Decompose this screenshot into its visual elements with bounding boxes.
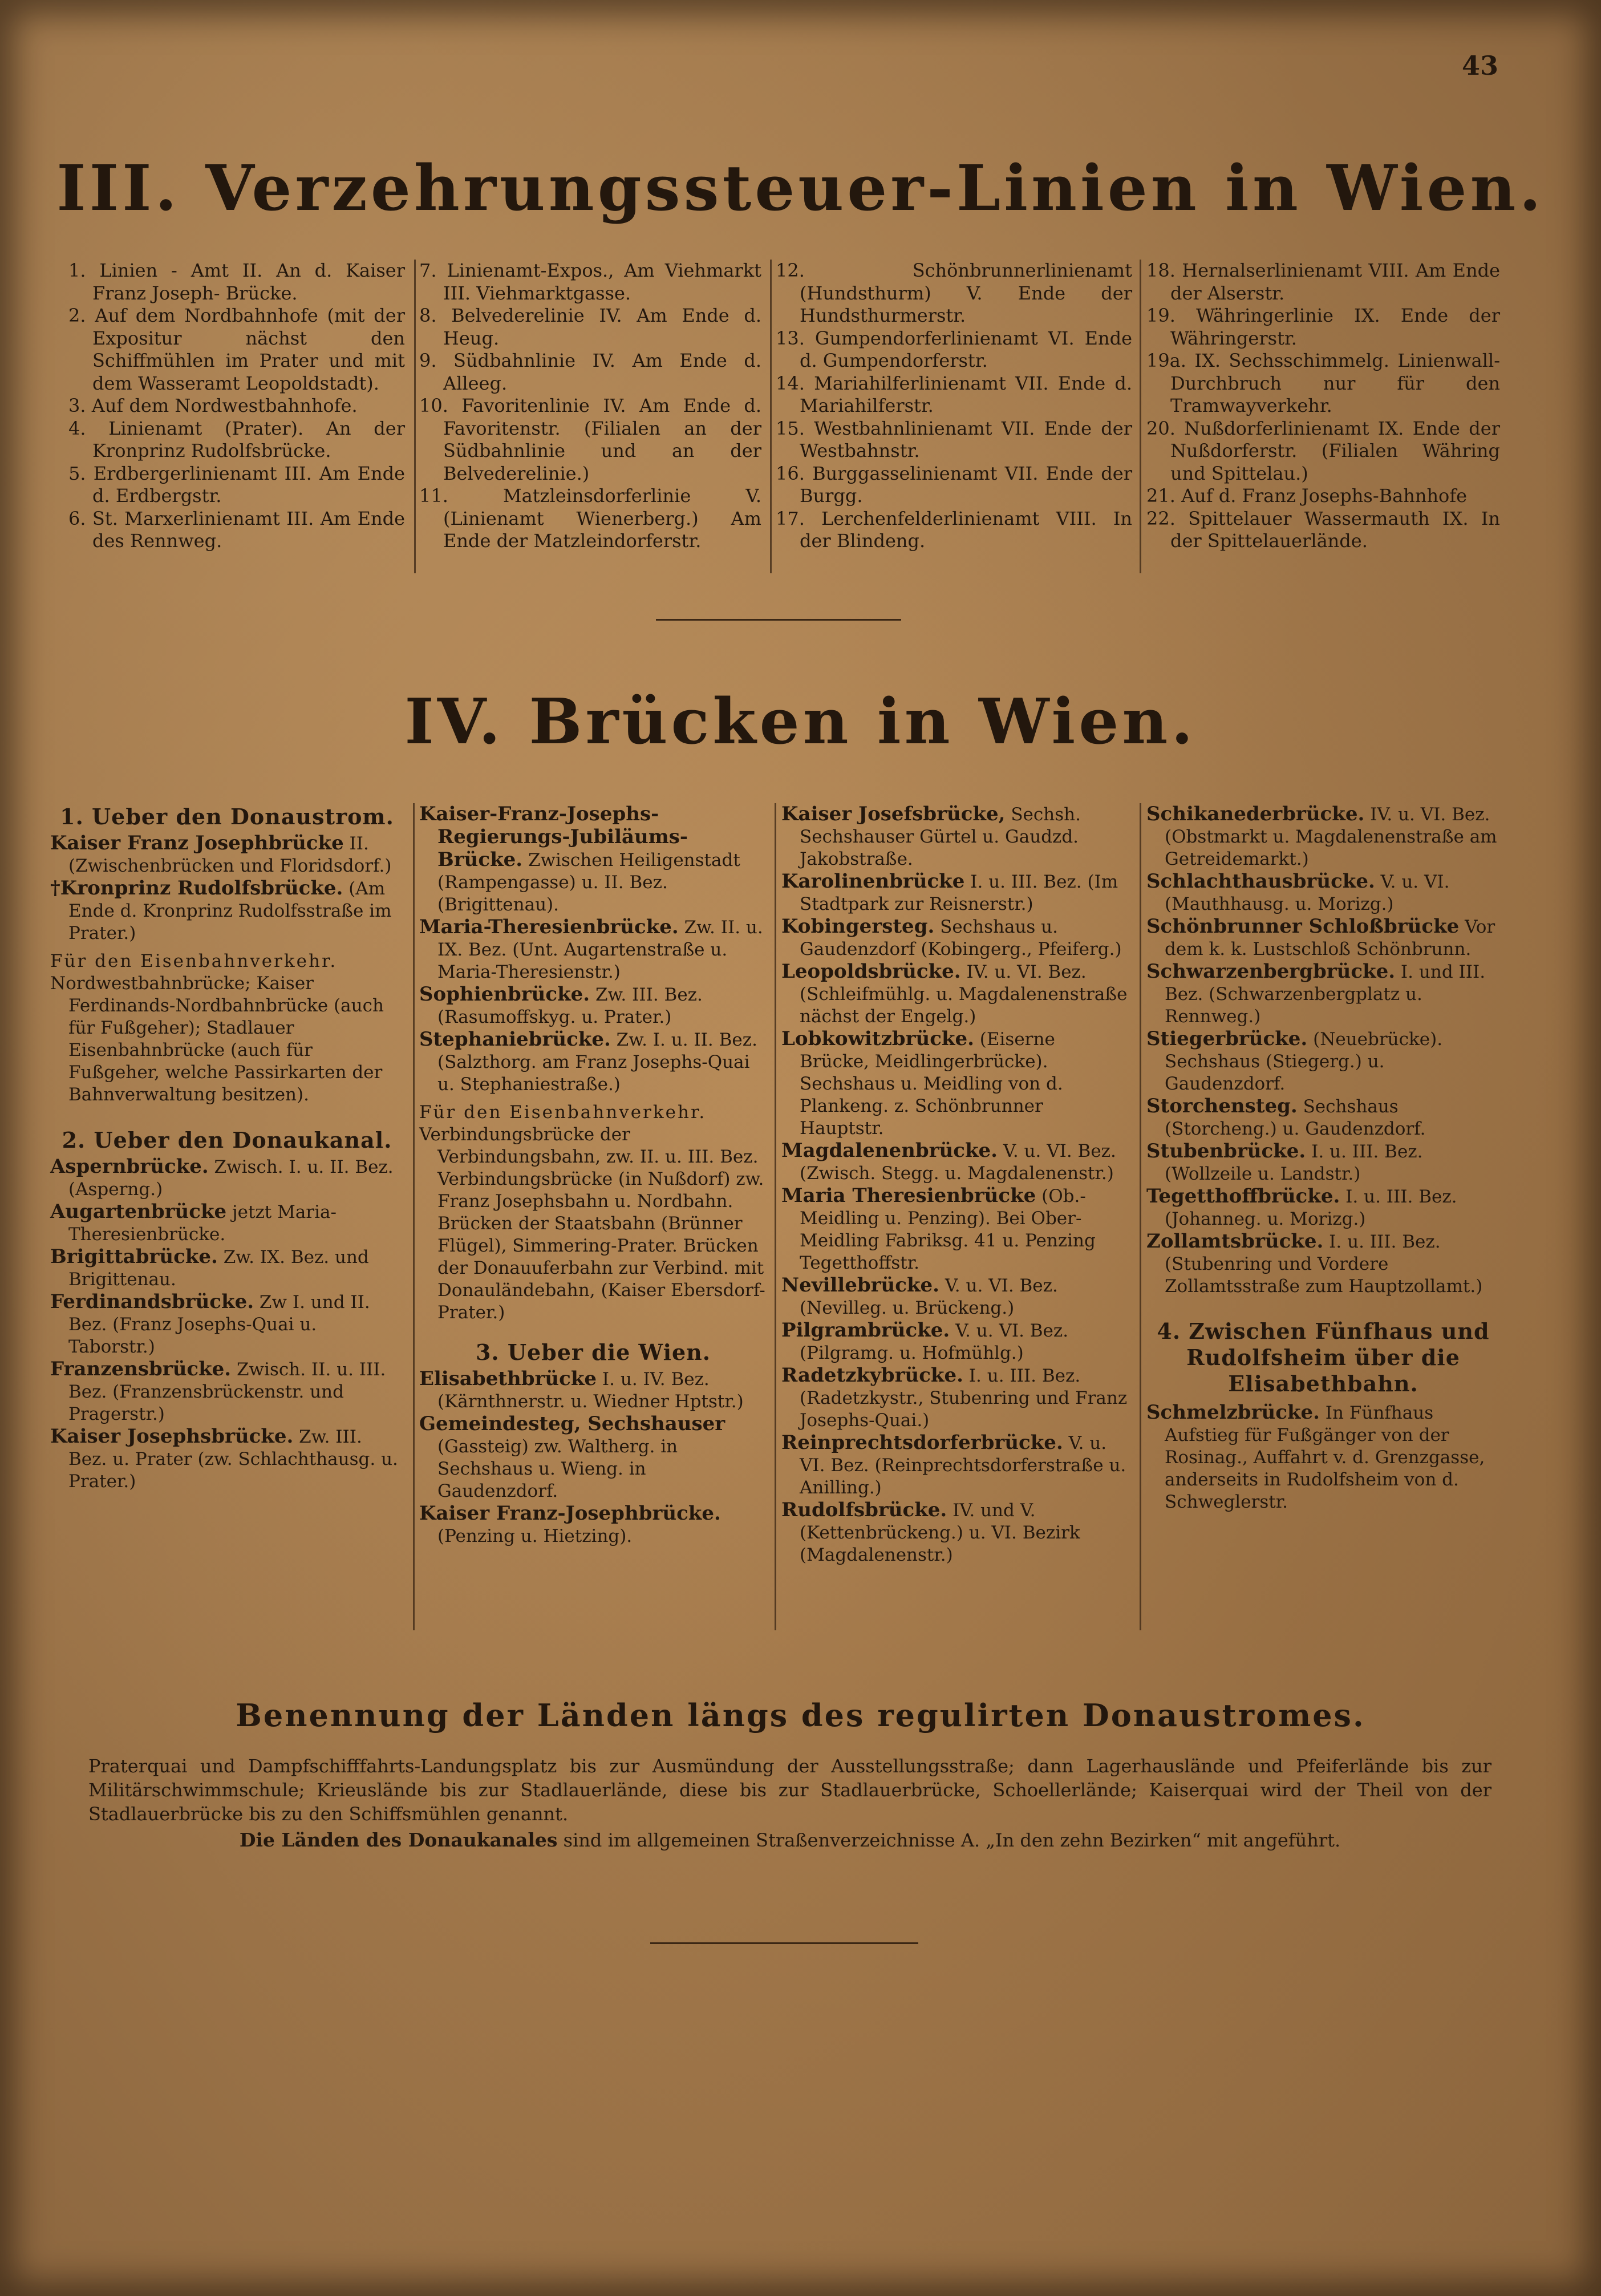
- bridge-entry: [781, 1028, 1129, 1140]
- tax-office-item: 18. Hernalserlinienamt VIII. Am Ende der Alserstr.: [1146, 260, 1500, 304]
- section-3-column-2: [419, 260, 761, 553]
- bridge-entry: [781, 1432, 1129, 1499]
- bridges-column-3: [781, 803, 1129, 1566]
- separator-rule: [656, 619, 901, 621]
- tax-office-item: 19a. IX. Sechsschimmelg. Linienwall-Durchbruch nur für den Tramwayverkehr.: [1146, 350, 1500, 416]
- bridge-name: Stephaniebrücke.: [419, 1028, 611, 1051]
- bridge-name: Sophienbrücke.: [419, 983, 590, 1006]
- bridge-entry: [1146, 1095, 1500, 1140]
- bridge-location: I. u. IV. Bez. (Kärnthnerstr. u. Wiedner Hptstr.): [437, 1369, 744, 1412]
- bridge-location: V. u. VI. Bez. (Pilgramg. u. Hofmühlg.): [800, 1321, 1069, 1363]
- tax-office-item: 11. Matzleinsdorferlinie V. (Linienamt Wienerberg.) Am Ende der Matzleindorferstr.: [419, 485, 761, 552]
- bridge-name: Maria Theresienbrücke: [781, 1184, 1036, 1207]
- tax-office-item: 5. Erdbergerlinienamt III. Am Ende d. Erdbergstr.: [68, 462, 405, 507]
- tax-office-item: 12. Schönbrunnerlinienamt (Hundsthurm) V. Ende der Hundsthurmerstr.: [776, 260, 1132, 326]
- tax-office-item: 15. Westbahnlinienamt VII. Ende der Westbahnstr.: [776, 417, 1132, 461]
- bridge-location: Zw. III. Bez. u. Prater (zw. Schlachthausg. u. Prater.): [68, 1427, 398, 1492]
- bridge-entry: [781, 870, 1129, 916]
- bridge-location: Sechshaus u. Gaudenzdorf (Kobingerg., Pfeiferg.): [800, 917, 1122, 959]
- bridge-name: Maria-Theresienbrücke.: [419, 916, 679, 938]
- tax-office-item: 17. Lerchenfelderlinienamt VIII. In der Blindeng.: [776, 507, 1132, 552]
- bridge-entry: [419, 1503, 767, 1548]
- bridge-location: Zw. III. Bez. (Rasumoffskyg. u. Prater.): [437, 985, 703, 1027]
- tax-office-item: 8. Belvederelinie IV. Am Ende d. Heug.: [419, 305, 761, 349]
- bridge-entry: [781, 1185, 1129, 1274]
- bridge-entry: [419, 1413, 767, 1503]
- tax-office-item: 22. Spittelauer Wassermauth IX. In der Spittelauerlände.: [1146, 507, 1500, 552]
- section-4-title: IV. Brücken in Wien.: [404, 685, 1197, 758]
- bridge-location: IV. u. VI. Bez. (Obstmarkt u. Magdalenenstraße am Getreidemarkt.): [1165, 804, 1497, 869]
- bridge-location: I. u. III. Bez. (Radetzkystr., Stubenring und Franz Josephs-Quai.): [800, 1366, 1128, 1431]
- section-3-column-1: [68, 260, 405, 553]
- bridge-entry: [1146, 1230, 1500, 1298]
- bridge-location: (Am Ende d. Kronprinz Rudolfsstraße im Prater.): [68, 878, 392, 943]
- rail-text: Nordwestbahnbrücke; Kaiser Ferdinands-Nordbahnbrücke (auch für Fußgeher); Stadlauer Eisenbahnbrücke (auch für Fußgeher, welche Passirkarten der Bahnverwaltung besitzen).: [50, 973, 384, 1105]
- bridge-entry: [781, 961, 1129, 1028]
- bridge-location: Zw. IX. Bez. und Brigittenau.: [68, 1247, 369, 1290]
- bridge-name: †Kronprinz Rudolfsbrücke.: [50, 877, 343, 900]
- bridge-entry: [419, 916, 767, 983]
- bridge-name: Karolinenbrücke: [781, 870, 965, 893]
- section-3-title: III. Verzehrungssteuer-Linien in Wien.: [56, 151, 1545, 225]
- bridges-column-1: [50, 803, 404, 1493]
- bridge-name: Leopoldsbrücke.: [781, 960, 961, 983]
- bridge-name: Elisabethbrücke: [419, 1367, 597, 1390]
- column-divider: [413, 803, 415, 1630]
- rail-heading: Für den Eisenbahnverkehr.: [50, 951, 338, 971]
- bridge-location: V. u. VI. Bez. (Zwisch. Stegg. u. Magdalenenstr.): [800, 1141, 1116, 1184]
- bridge-location: V. u. VI. Bez. (Nevilleg. u. Brückeng.): [800, 1275, 1058, 1318]
- bridge-entry: [50, 1426, 404, 1493]
- bridge-entry: [419, 1028, 767, 1096]
- entries-column-4: [1146, 803, 1500, 1298]
- bridge-name: Kaiser Josephsbrücke.: [50, 1425, 294, 1448]
- bridge-entry: [1146, 916, 1500, 961]
- bridge-entry: [50, 877, 404, 945]
- bridge-location: Zwisch. I. u. II. Bez. (Asperng.): [68, 1157, 394, 1200]
- bridge-name: Stubenbrücke.: [1146, 1140, 1306, 1163]
- bridge-entry: [419, 803, 767, 916]
- section-5-note-bold: Die Länden des Donaukanales: [239, 1829, 558, 1851]
- bridge-location: I. u. III. Bez. (Johanneg. u. Morizg.): [1165, 1187, 1457, 1229]
- bridge-location: V. u. VI. (Mauthhausg. u. Morizg.): [1165, 872, 1450, 914]
- bridge-name: Magdalenenbrücke.: [781, 1139, 998, 1162]
- bridge-location: (Eiserne Brücke, Meidlingerbrücke). Sechshaus u. Meidling von d. Plankeng. z. Schönbrunner Hauptstr.: [800, 1029, 1063, 1139]
- bridge-location: In Fünfhaus Aufstieg für Fußgänger von der Rosinag., Auffahrt v. d. Grenzgasse, anderseits in Rudolfsheim von d. Schweglerstr.: [1165, 1403, 1485, 1512]
- bridge-name: Kaiser Franz Josephbrücke: [50, 832, 344, 855]
- bridge-location: I. u. III. Bez. (Stubenring und Vordere Zollamtsstraße zum Hauptzollamt.): [1165, 1232, 1483, 1297]
- tax-office-item: 13. Gumpendorferlinienamt VI. Ende d. Gumpendorferstr.: [776, 327, 1132, 371]
- bridge-name: Rudolfsbrücke.: [781, 1499, 947, 1521]
- bridge-entry: [1146, 1140, 1500, 1185]
- bridge-name: Augartenbrücke: [50, 1200, 227, 1223]
- section-5-text: [88, 1754, 1491, 1826]
- bridge-entry: [781, 916, 1129, 961]
- bridge-location: Zwisch. II. u. III. Bez. (Franzensbrückenstr. und Pragerstr.): [68, 1359, 386, 1424]
- bridge-name: Zollamtsbrücke.: [1146, 1230, 1324, 1253]
- bridge-entry: [50, 832, 404, 877]
- bridge-name: Tegetthoffbrücke.: [1146, 1185, 1340, 1208]
- bridge-location: (Penzing u. Hietzing).: [437, 1526, 633, 1546]
- bridge-entry: [419, 1368, 767, 1413]
- bridge-location: Zwischen Heiligenstadt (Rampengasse) u. II. Bez. (Brigittenau).: [437, 850, 740, 915]
- bridge-entry: [419, 983, 767, 1028]
- bridge-name: Franzensbrücke.: [50, 1358, 232, 1380]
- tax-office-item: 6. St. Marxerlinienamt III. Am Ende des Rennweg.: [68, 507, 405, 552]
- column-divider: [770, 260, 772, 573]
- bridge-entry: [781, 1140, 1129, 1185]
- rail-text: Verbindungsbrücke der Verbindungsbahn, zw. II. u. III. Bez. Verbindungsbrücke (in Nußdorf) zw. Franz Josephsbahn u. Nordbahn. Brücken der Staatsbahn (Brünner Flügel), Simmering-Prater. Brücken der Donauuferbahn zur Verbind. mit Donauländebahn, (Kaiser Ebersdorf-Prater.): [419, 1124, 765, 1323]
- bridge-name: Nevillebrücke.: [781, 1274, 939, 1297]
- entries-wien: [419, 1368, 767, 1548]
- tax-office-item: 21. Auf d. Franz Josephs-Bahnhofe: [1146, 485, 1468, 507]
- tax-office-item: 10. Favoritenlinie IV. Am Ende d. Favoritenstr. (Filialen an der Südbahnlinie und an der Belvederelinie.): [419, 395, 761, 484]
- column-divider: [1140, 260, 1141, 573]
- bridge-entry: [50, 1156, 404, 1201]
- bridge-location: V. u. VI. Bez. (Reinprechtsdorferstraße u. Anilling.): [800, 1433, 1126, 1498]
- section-5-title: Benennung der Länden längs des regulirten Donaustromes.: [236, 1697, 1365, 1734]
- separator-rule: [650, 1942, 918, 1944]
- bridge-location: Zw. II. u. IX. Bez. (Unt. Augartenstraße u. Maria-Theresienstr.): [437, 917, 763, 982]
- entries-fuenfhaus: [1146, 1402, 1500, 1513]
- bridge-location: Zw. I. u. II. Bez. (Salzthorg. am Franz Josephs-Quai u. Stephaniestraße.): [437, 1030, 757, 1095]
- page-number: 43: [1461, 50, 1498, 81]
- bridge-location: II. (Zwischenbrücken und Floridsdorf.): [68, 833, 392, 876]
- bridge-name: Kaiser Josefsbrücke,: [781, 803, 1006, 825]
- section-3-column-4: [1146, 260, 1500, 553]
- tax-office-item: 20. Nußdorferlinienamt IX. Ende der Nußdorferstr. (Filialen Währing und Spittelau.): [1146, 417, 1500, 484]
- bridge-name: Reinprechtsdorferbrücke.: [781, 1431, 1063, 1454]
- tax-office-item: 4. Linienamt (Prater). An der Kronprinz Rudolfsbrücke.: [68, 417, 405, 461]
- bridge-name: Ferdinandsbrücke.: [50, 1290, 254, 1313]
- bridge-entry: [1146, 1185, 1500, 1230]
- bridge-name: Brigittabrücke.: [50, 1245, 218, 1268]
- bridge-entry: [781, 1499, 1129, 1566]
- section-3-column-3: [776, 260, 1132, 553]
- tax-office-item: 16. Burggasselinienamt VII. Ende der Burgg.: [776, 462, 1132, 507]
- bridge-location: jetzt Maria-Theresienbrücke.: [68, 1202, 337, 1245]
- bridge-location: IV. und V. (Kettenbrückeng.) u. VI. Bezirk (Magdalenenstr.): [800, 1500, 1080, 1565]
- tax-office-item: 3. Auf dem Nordwestbahnhofe.: [68, 395, 358, 416]
- bridge-name: Gemeindesteg, Sechshauser: [419, 1412, 725, 1435]
- column-divider: [1140, 803, 1141, 1630]
- bridge-name: Schikanederbrücke.: [1146, 803, 1365, 825]
- bridge-name: Lobkowitzbrücke.: [781, 1027, 974, 1050]
- bridges-column-4: [1146, 803, 1500, 1513]
- bridge-location: Sechsh. Sechshauser Gürtel u. Gaudzd. Jakobstraße.: [800, 804, 1081, 869]
- bridge-entry: [1146, 1028, 1500, 1095]
- section-5-paragraph: Praterquai und Dampfschifffahrts-Landungsplatz bis zur Ausmündung der Ausstellungsstraße; dann Lagerhauslände und Pfeiferlände bis zur Militärschwimmschule; Krieuslände bis zur Stadlauerlände, diese bis zur Stadlauerbrücke, Schoellerlände; Kaiserquai wird der Theil von der Stadlauerbrücke bis zu den Schiffsmühlen genannt.: [88, 1755, 1491, 1825]
- bridge-location: I. und III. Bez. (Schwarzenbergplatz u. Rennweg.): [1165, 962, 1486, 1027]
- tax-office-item: 19. Währingerlinie IX. Ende der Währingerstr.: [1146, 305, 1500, 349]
- tax-office-item: 2. Auf dem Nordbahnhofe (mit der Expositur nächst den Schiffmühlen im Prater und mit dem Wasseramt Leopoldstadt).: [68, 305, 405, 394]
- bridge-entry: [781, 1364, 1129, 1432]
- section-5-note-text: sind im allgemeinen Straßenverzeichnisse A. „In den zehn Bezirken“ mit angeführt.: [557, 1829, 1341, 1851]
- bridge-entry: [781, 1274, 1129, 1319]
- bridge-name: Kaiser-Franz-Josephs-Regierungs-Jubiläums-Brücke.: [419, 803, 688, 871]
- bridge-entry: [50, 1201, 404, 1246]
- bridge-location: (Gassteig) zw. Waltherg. in Sechshaus u. Wieng. in Gaudenzdorf.: [437, 1436, 678, 1501]
- heading-donaustrom: 1. Ueber den Donaustrom.: [60, 804, 394, 829]
- bridge-location: (Ob.-Meidling u. Penzing). Bei Ober-Meidling Fabriksg. 41 u. Penzing Tegetthoffstr.: [800, 1186, 1096, 1273]
- bridge-name: Schwarzenbergbrücke.: [1146, 960, 1396, 983]
- bridge-location: I. u. III. Bez. (Im Stadtpark zur Reisnerstr.): [800, 872, 1118, 914]
- bridge-name: Schlachthausbrücke.: [1146, 870, 1375, 893]
- column-divider: [775, 803, 776, 1630]
- entries-donaustrom: [50, 832, 404, 945]
- entries-donaukanal: [50, 1156, 404, 1493]
- bridge-entry: [1146, 961, 1500, 1028]
- bridge-entry: [1146, 870, 1500, 916]
- bridge-name: Schönbrunner Schloßbrücke: [1146, 915, 1460, 938]
- bridge-name: Radetzkybrücke.: [781, 1364, 963, 1387]
- bridge-location: IV. u. VI. Bez. (Schleifmühlg. u. Magdalenenstraße nächst der Engelg.): [800, 962, 1128, 1027]
- bridge-location: I. u. III. Bez. (Wollzeile u. Landstr.): [1165, 1141, 1423, 1184]
- bridges-column-2: [419, 803, 767, 1548]
- bridge-name: Stiegerbrücke.: [1146, 1027, 1308, 1050]
- tax-office-item: 7. Linienamt-Expos., Am Viehmarkt III. Viehmarktgasse.: [419, 260, 761, 304]
- bridge-name: Schmelzbrücke.: [1146, 1401, 1320, 1424]
- bridge-location: Sechshaus (Storcheng.) u. Gaudenzdorf.: [1165, 1096, 1426, 1139]
- bridge-entry: [781, 1319, 1129, 1364]
- bridge-name: Pilgrambrücke.: [781, 1319, 950, 1342]
- rail-heading: Für den Eisenbahnverkehr.: [419, 1102, 707, 1123]
- bridge-name: Storchensteg.: [1146, 1095, 1298, 1117]
- bridge-entry: [50, 1291, 404, 1358]
- bridge-name: Kobingersteg.: [781, 915, 935, 938]
- bridge-name: Kaiser Franz-Josephbrücke.: [419, 1502, 721, 1525]
- bridge-entry: [1146, 1402, 1500, 1513]
- column-divider: [414, 260, 416, 573]
- bridge-location: Zw I. und II. Bez. (Franz Josephs-Quai u. Taborstr.): [68, 1292, 370, 1357]
- heading-donaukanal: 2. Ueber den Donaukanal.: [62, 1127, 392, 1153]
- bridge-name: Aspernbrücke.: [50, 1155, 209, 1178]
- bridge-entry: [1146, 803, 1500, 870]
- tax-office-item: 1. Linien - Amt II. An d. Kaiser Franz Joseph- Brücke.: [68, 260, 405, 304]
- entries-column-3: [781, 803, 1129, 1566]
- entries-column-2: [419, 803, 767, 1096]
- section-5-note: [88, 1828, 1491, 1852]
- heading-wien: 3. Ueber die Wien.: [475, 1339, 711, 1365]
- bridge-entry: [50, 1246, 404, 1291]
- heading-fuenfhaus: 4. Zwischen Fünfhaus und Rudolfsheim über die Elisabethbahn.: [1157, 1318, 1490, 1396]
- bridge-location: (Neuebrücke). Sechshaus (Stiegerg.) u. Gaudenzdorf.: [1165, 1029, 1443, 1094]
- tax-office-item: 14. Mariahilferlinienamt VII. Ende d. Mariahilferstr.: [776, 372, 1132, 416]
- tax-office-item: 9. Südbahnlinie IV. Am Ende d. Alleeg.: [419, 350, 761, 394]
- bridge-location: Vor dem k. k. Lustschloß Schönbrunn.: [1165, 917, 1495, 959]
- bridge-entry: [50, 1358, 404, 1426]
- bridge-entry: [781, 803, 1129, 870]
